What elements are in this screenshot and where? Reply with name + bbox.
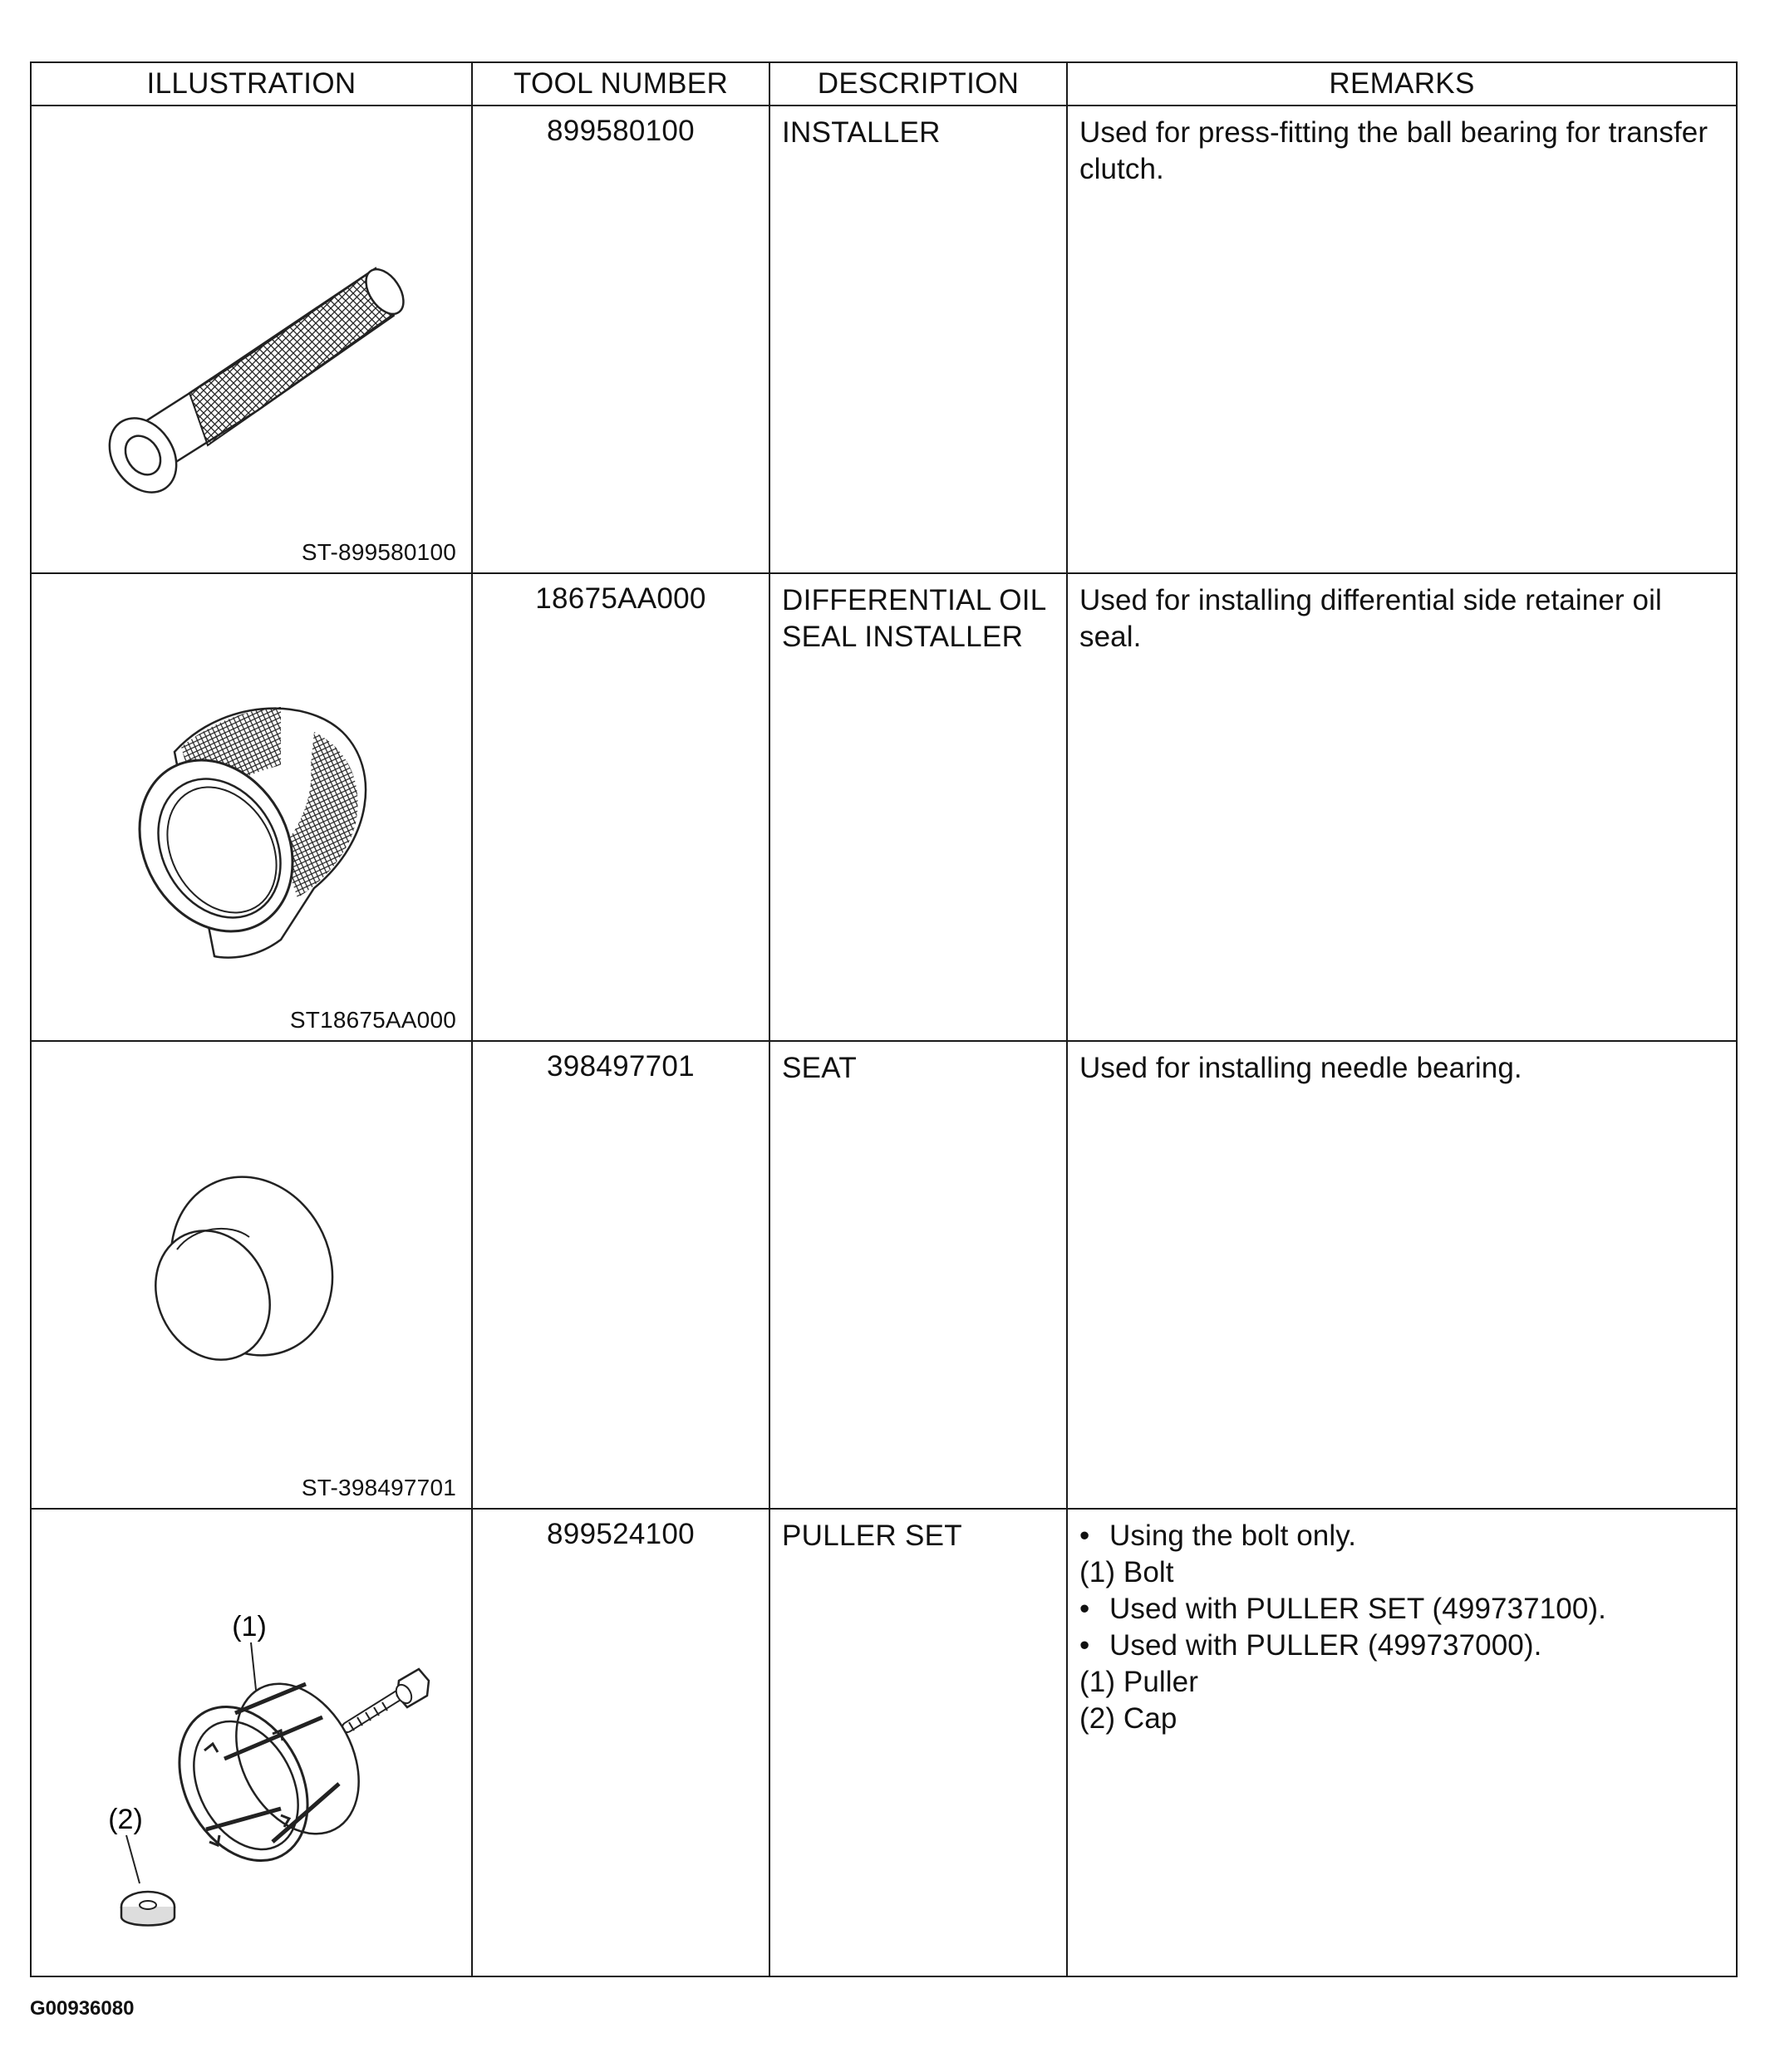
tool-description: INSTALLER	[769, 106, 1067, 573]
remarks-bullet: • Used with PULLER SET (499737100).	[1079, 1591, 1724, 1628]
illustration-cell	[31, 1509, 472, 1976]
tool-description: DIFFERENTIAL OIL SEAL INSTALLER	[769, 573, 1067, 1041]
tool-number: 398497701	[472, 1041, 769, 1509]
tool-description: SEAT	[769, 1041, 1067, 1509]
puller-set-illustration	[32, 1510, 473, 1977]
tool-number: 899524100	[472, 1509, 769, 1976]
header-description: DESCRIPTION	[769, 62, 1067, 106]
tool-description: PULLER SET	[769, 1509, 1067, 1976]
tool-number: 18675AA000	[472, 573, 769, 1041]
special-tools-table	[30, 61, 1738, 1977]
seat-illustration	[32, 1042, 473, 1510]
installer-illustration	[32, 106, 473, 574]
remarks-text: Used for installing differential side retainer oil seal.	[1079, 584, 1662, 653]
header-illustration: ILLUSTRATION	[31, 62, 472, 106]
tool-remarks	[1067, 573, 1737, 1041]
header-tool-number: TOOL NUMBER	[472, 62, 769, 106]
tool-remarks	[1067, 1509, 1737, 1976]
tool-remarks	[1067, 1041, 1737, 1509]
table-row	[31, 1509, 1737, 1976]
illustration-code: ST-899580100	[301, 539, 456, 565]
illustration-cell	[31, 1041, 472, 1509]
table-header-row	[31, 62, 1737, 106]
remarks-text: (2) Cap	[1079, 1702, 1177, 1735]
illustration-cell	[31, 573, 472, 1041]
remarks-bullet: • Used with PULLER (499737000).	[1079, 1628, 1724, 1664]
remarks-text: Used for installing needle bearing.	[1079, 1052, 1522, 1084]
table-row	[31, 106, 1737, 573]
remarks-text: (1) Puller	[1079, 1666, 1198, 1698]
callout-1: (1)	[232, 1611, 267, 1642]
table-row	[31, 1041, 1737, 1509]
illustration-cell	[31, 106, 472, 573]
oil-seal-installer-illustration	[32, 574, 473, 1042]
tool-remarks	[1067, 106, 1737, 573]
figure-code: G00936080	[30, 1997, 135, 2020]
remarks-text: Used for press-fitting the ball bearing for transfer clutch.	[1079, 116, 1708, 185]
remarks-bullet: • Using the bolt only.	[1079, 1518, 1724, 1554]
illustration-code: ST18675AA000	[289, 1007, 456, 1033]
tool-number: 899580100	[472, 106, 769, 573]
table-row	[31, 573, 1737, 1041]
header-remarks: REMARKS	[1067, 62, 1737, 106]
illustration-code: ST-398497701	[301, 1475, 456, 1500]
callout-2: (2)	[108, 1804, 143, 1835]
remarks-text: (1) Bolt	[1079, 1556, 1174, 1588]
